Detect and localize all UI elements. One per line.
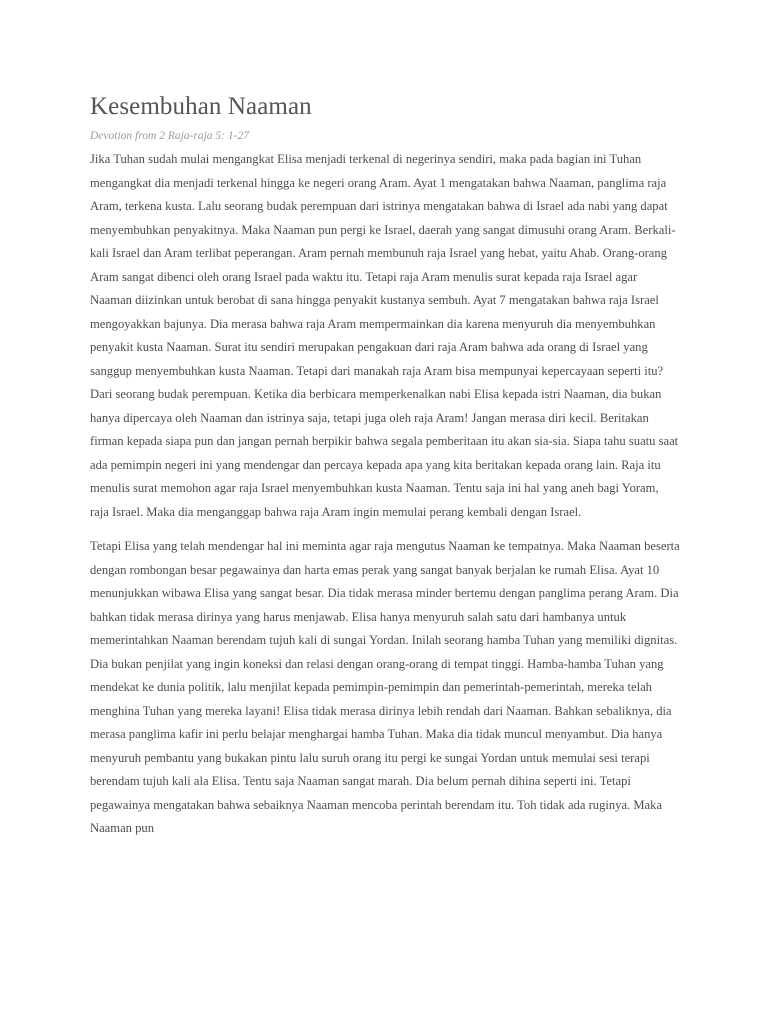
document-page — [90, 92, 680, 841]
body-paragraph: Tetapi Elisa yang telah mendengar hal ini meminta agar raja mengutus Naaman ke tempatnya. Maka Naaman beserta dengan rombongan besar pegawainya dan harta emas perak yang sangat banyak berjalan ke rumah Elisa. Ayat 10 menunjukkan wibawa Elisa yang sangat besar. Dia tidak merasa minder bertemu dengan panglima perang Aram. Dia bahkan tidak merasa dirinya yang harus menjawab. Elisa hanya menyuruh salah satu dari hambanya untuk memerintahkan Naaman berendam tujuh kali di sungai Yordan. Inilah seorang hamba Tuhan yang memiliki dignitas. Dia bukan penjilat yang ingin koneksi dan relasi dengan orang-orang di tempat tinggi. Hamba-hamba Tuhan yang mendekat ke dunia politik, lalu menjilat kepada pemimpin-pemimpin dan pemerintah-pemerintah, mereka telah menghina Tuhan yang mereka layani! Elisa tidak merasa dirinya lebih rendah dari Naaman. Bahkan sebaliknya, dia merasa panglima kafir ini perlu belajar menghargai hamba Tuhan. Maka dia tidak muncul menyambut. Dia hanya menyuruh pembantu yang bukakan pintu lalu suruh orang itu pergi ke sungai Yordan untuk memulai sesi terapi berendam tujuh kali ala Elisa. Tentu saja Naaman sangat marah. Dia belum pernah dihina seperti ini. Tetapi pegawainya mengatakan bahwa sebaiknya Naaman mencoba perintah berendam itu. Toh tidak ada ruginya. Maka Naaman pun — [90, 539, 680, 835]
document-title: Kesembuhan Naaman — [90, 93, 312, 120]
body-paragraph: Jika Tuhan sudah mulai mengangkat Elisa menjadi terkenal di negerinya sendiri, maka pada bagian ini Tuhan mengangkat dia menjadi terkenal hingga ke negeri orang Aram. Ayat 1 mengatakan bahwa Naaman, panglima raja Aram, terkena kusta. Lalu seorang budak perempuan dari istrinya mengatakan bahwa di Israel ada nabi yang dapat menyembuhkan penyakitnya. Maka Naaman pun pergi ke Israel, daerah yang sangat dimusuhi orang Aram. Berkali-kali Israel dan Aram terlibat peperangan. Aram pernah membunuh raja Israel yang hebat, yaitu Ahab. Orang-orang Aram sangat dibenci oleh orang Israel pada waktu itu. Tetapi raja Aram menulis surat kepada raja Israel agar Naaman diizinkan untuk berobat di sana hingga penyakit kustanya sembuh. Ayat 7 mengatakan bahwa raja Israel mengoyakkan bajunya. Dia merasa bahwa raja Aram mempermainkan dia karena menyuruh dia menyembuhkan penyakit kusta Naaman. Surat itu sendiri merupakan pengakuan dari raja Aram bahwa ada orang di Israel yang sanggup menyembuhkan kusta Naaman. Tetapi dari manakah raja Aram bisa mempunyai kepercayaan seperti itu? Dari seorang budak perempuan. Ketika dia berbicara memperkenalkan nabi Elisa kepada istri Naaman, dia bukan hanya dipercaya oleh Naaman dan istrinya saja, tetapi juga oleh raja Aram! Jangan merasa diri kecil. Beritakan firman kepada siapa pun dan jangan pernah berpikir bahwa segala pemberitaan itu akan sia-sia. Siapa tahu suatu saat ada pemimpin negeri ini yang mendengar dan percaya kepada apa yang kita beritakan kepada orang lain. Raja itu menulis surat memohon agar raja Israel menyembuhkan kusta Naaman. Tentu saja ini hal yang aneh bagi Yoram, raja Israel. Maka dia menganggap bahwa raja Aram ingin memulai perang kembali dengan Israel. — [90, 152, 679, 519]
document-subtitle: Devotion from 2 Raja-raja 5: 1-27 — [90, 130, 249, 142]
